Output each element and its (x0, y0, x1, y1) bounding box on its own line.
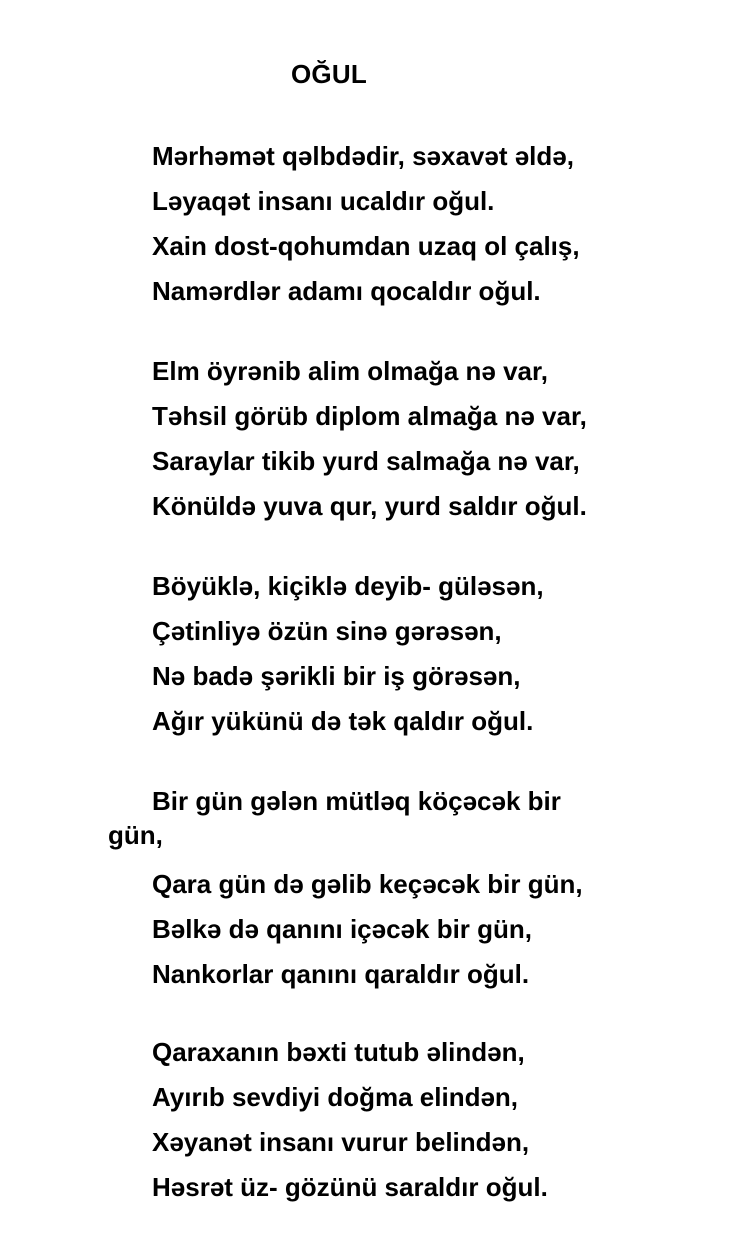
poem-line: Könüldə yuva qur, yurd saldır oğul. (152, 491, 587, 521)
poem-line: Ayırıb sevdiyi doğma elindən, (152, 1082, 519, 1112)
poem-line: Qaraxanın bəxti tutub əlindən, (152, 1037, 525, 1067)
poem-line: Ağır yükünü də tək qaldır oğul. (152, 706, 534, 736)
poem-line: Çətinliyə özün sinə gərəsən, (152, 616, 502, 646)
stanza-3 (152, 564, 732, 744)
stanza-1 (152, 134, 732, 314)
poem-line: Nankorlar qanını qaraldır oğul. (152, 959, 530, 989)
poem-line: Xain dost-qohumdan uzaq ol çalış, (152, 231, 580, 261)
poem-line: Namərdlər adamı qocaldır oğul. (152, 276, 541, 306)
stanza-5 (152, 1030, 732, 1210)
poem-line: Təhsil görüb diplom almağa nə var, (152, 401, 587, 431)
poem-title: OĞUL (291, 59, 367, 89)
stanza-4 (108, 785, 732, 997)
poem-line-wrapped: gün, (108, 820, 163, 850)
poem-line: Mərhəmət qəlbdədir, səxavət əldə, (152, 141, 574, 171)
poem-line: Xəyanət insanı vurur belindən, (152, 1127, 530, 1157)
poem-line: Böyüklə, kiçiklə deyib- güləsən, (152, 571, 544, 601)
poem-line: Nə badə şərikli bir iş görəsən, (152, 661, 521, 691)
poem-line: Qara gün də gəlib keçəcək bir gün, (152, 869, 583, 899)
poem-line: Bəlkə də qanını içəcək bir gün, (152, 914, 533, 944)
stanza-2 (152, 349, 732, 529)
poem-line: Bir gün gələn mütləq köçəcək bir (152, 786, 561, 816)
poem-line: Elm öyrənib alim olmağa nə var, (152, 356, 548, 386)
poem-line: Saraylar tikib yurd salmağa nə var, (152, 446, 580, 476)
poem-line: Həsrət üz- gözünü saraldır oğul. (152, 1172, 548, 1202)
poem-line: Ləyaqət insanı ucaldır oğul. (152, 186, 495, 216)
